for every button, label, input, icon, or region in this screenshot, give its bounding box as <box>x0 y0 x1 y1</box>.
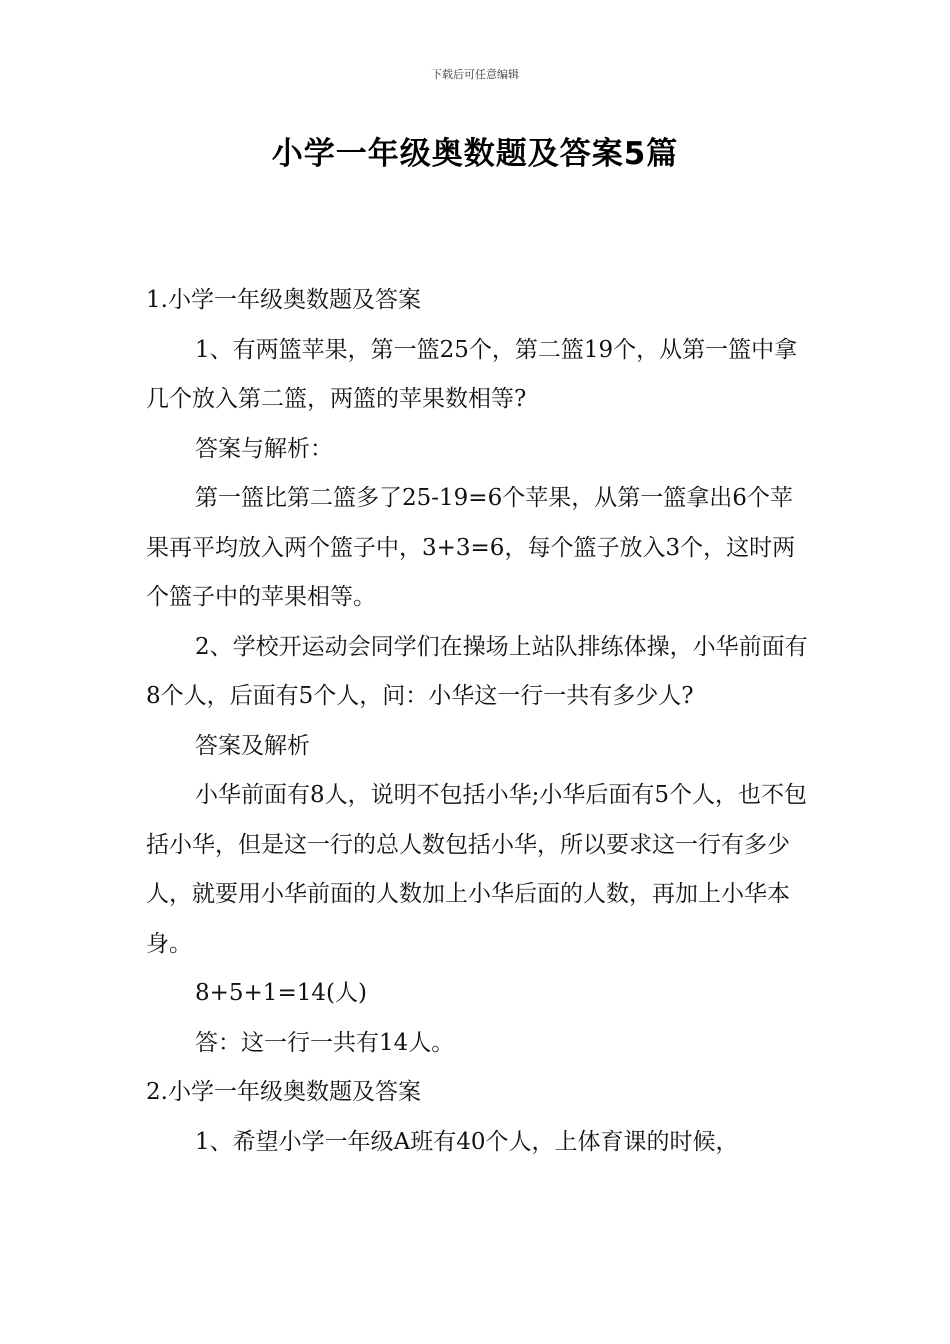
question-paragraph: 1、有两篮苹果，第一篮25个，第二篮19个，从第一篮中拿几个放入第二篮，两篮的苹果数相等? <box>146 336 798 412</box>
document-body <box>146 276 810 1167</box>
question-paragraph: 1、希望小学一年级A班有40个人，上体育课的时候， <box>195 1128 739 1155</box>
header-note: 下载后可任意编辑 <box>431 68 519 81</box>
answer-paragraph: 第一篮比第二篮多了25-19=6个苹果，从第一篮拿出6个苹果再平均放入两个篮子中，3+3=6，每个篮子放入3个，这时两个篮子中的苹果相等。 <box>146 485 796 610</box>
section-heading: 1.小学一年级奥数题及答案 <box>146 287 421 313</box>
answer-label: 答案与解析： <box>195 435 333 462</box>
document-title: 小学一年级奥数题及答案5篇 <box>271 136 679 172</box>
equation-line: 8+5+1=14(人) <box>195 980 367 1006</box>
section-heading: 2.小学一年级奥数题及答案 <box>146 1079 421 1105</box>
question-paragraph: 2、学校开运动会同学们在操场上站队排练体操，小华前面有8个人，后面有5个人，问：小华这一行一共有多少人? <box>146 633 808 709</box>
answer-label: 答案及解析 <box>195 732 310 759</box>
answer-line: 答：这一行一共有14人。 <box>195 1029 455 1056</box>
answer-paragraph: 小华前面有8人，说明不包括小华;小华后面有5个人，也不包括小华，但是这一行的总人数包括小华，所以要求这一行有多少人，就要用小华前面的人数加上小华后面的人数，再加上小华本身。 <box>146 782 808 957</box>
